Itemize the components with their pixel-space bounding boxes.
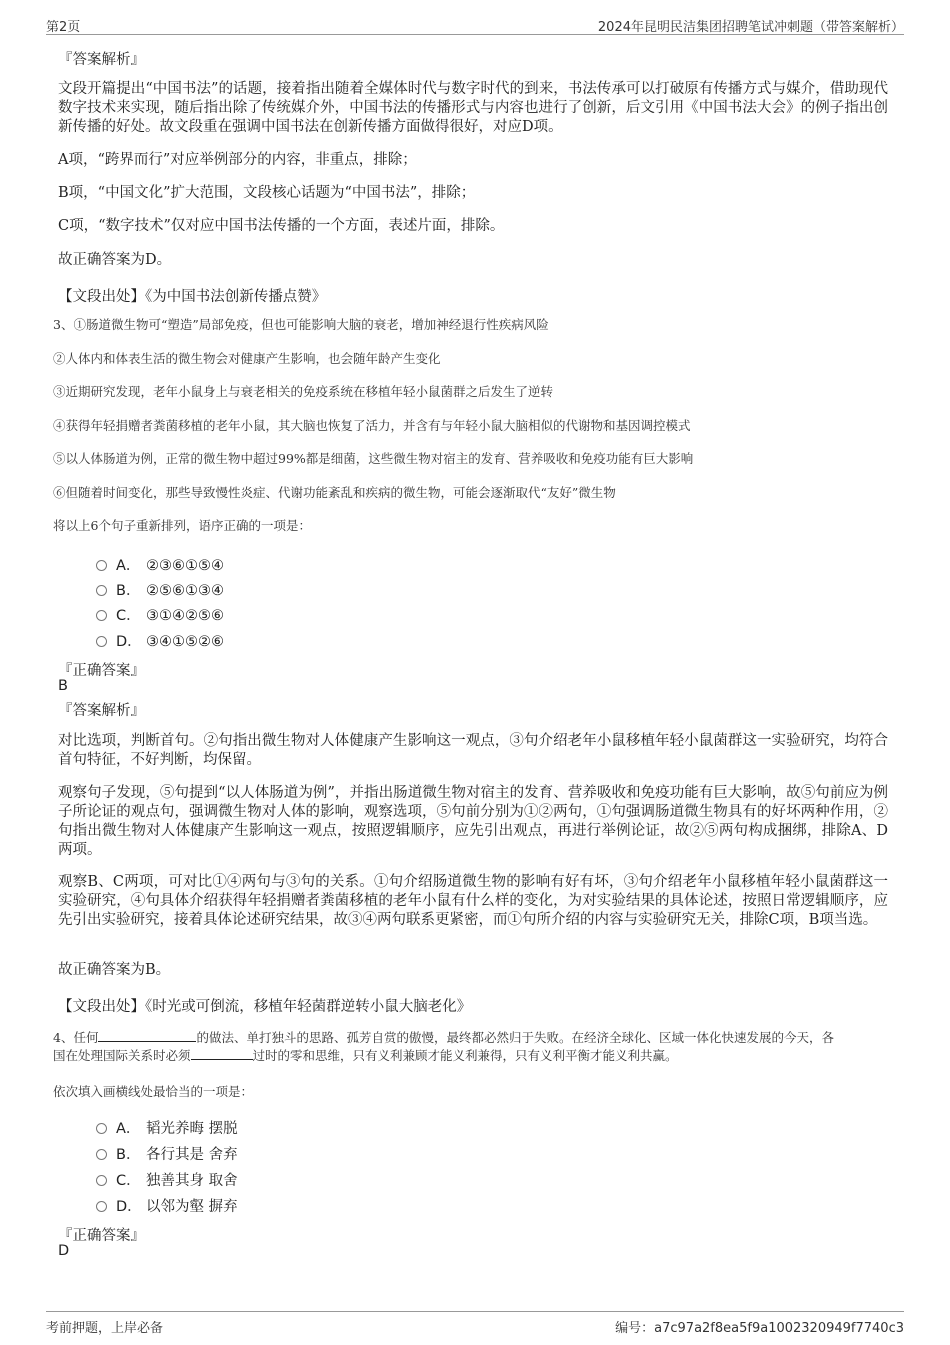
q2-source: 【文段出处】《为中国书法创新传播点赞》 <box>58 289 327 305</box>
q4-prompt: 依次填入画横线处最恰当的一项是： <box>53 1084 254 1099</box>
fill-blank-1 <box>98 1029 196 1042</box>
q3-analysis-paragraph-2: 观察句子发现，⑤句提到“以人体肠道为例”，并指出肠道微生物对宿主的发育、营养吸收和免疫功能有巨大影响，故⑤句前应为例子所论证的观点句，强调微生物对人体的影响，观察选项，⑤句前分别为①②两句，①句强调肠道微生物具有的好坏两种作用，②句指出微生物对人体健康产生影响这一观点，按照逻辑顺序，应先引出观点，再进行举例论证，故②⑤两句构成捆绑，排除A、D两项。 <box>58 785 888 858</box>
q4-answer-label: 『正确答案』 <box>58 1228 145 1244</box>
radio-icon[interactable] <box>96 636 107 647</box>
radio-icon[interactable] <box>96 1149 107 1160</box>
q3-sentence-6: ⑥但随着时间变化，那些导致慢性炎症、代谢功能紊乱和疾病的微生物，可能会逐渐取代“友好”微生物 <box>53 485 616 500</box>
q3-source: 【文段出处】《时光或可倒流，移植年轻菌群逆转小鼠大脑老化》 <box>58 999 472 1015</box>
q4-option-b[interactable]: B． 各行其是 舍弃 <box>96 1143 238 1164</box>
q3-prompt: 将以上6个句子重新排列，语序正确的一项是： <box>53 518 311 533</box>
q2-analysis-paragraph: 文段开篇提出“中国书法”的话题，接着指出随着全媒体时代与数字时代的到来，书法传承可以打破原有传播方式与媒介，借助现代数字技术来实现，随后指出除了传统媒介外，中国书法的传播形式与内容也进行了创新，后文引用《中国书法大会》的例子指出创新传播的好处。故文段重在强调中国书法在创新传播方面做得很好，对应D项。 <box>58 81 888 135</box>
page-footer <box>46 1311 904 1336</box>
q3-analysis-label: 『答案解析』 <box>58 703 145 719</box>
q3-answer-label: 『正确答案』 <box>58 663 145 679</box>
radio-icon[interactable] <box>96 1201 107 1212</box>
q4-answer: D <box>58 1243 70 1259</box>
footer-slogan: 考前押题，上岸必备 <box>46 1321 164 1336</box>
radio-icon[interactable] <box>96 585 107 596</box>
page-number: 第2页 <box>46 20 81 35</box>
q4-option-d[interactable]: D． 以邻为壑 摒弃 <box>96 1195 238 1216</box>
radio-icon[interactable] <box>96 1175 107 1186</box>
page-header <box>46 12 904 35</box>
q2-analysis-label: 『答案解析』 <box>58 52 145 68</box>
q3-option-c[interactable]: C． ③①④②⑤⑥ <box>96 604 224 625</box>
q4-stem-line-2: 国在处理国际关系时必须 过时的零和思维，只有义利兼顾才能义利兼得，只有义利平衡才能义利共赢。 <box>53 1048 678 1063</box>
q3-analysis-paragraph-1: 对比选项，判断首句。②句指出微生物对人体健康产生影响这一观点，③句介绍老年小鼠移植年轻小鼠菌群这一实验研究，均符合首句特征，不好判断，均保留。 <box>58 733 888 768</box>
q3-analysis-paragraph-3: 观察B、C两项，可对比①④两句与③句的关系。①句介绍肠道微生物的影响有好有坏，③句介绍老年小鼠移植年轻小鼠菌群这一实验研究，④句具体介绍获得年轻捐赠者粪菌移植的老年小鼠有什么样的变化，为对实验结果的具体论述，按照日常逻辑顺序，应先引出实验研究，接着具体论述研究结果，故③④两句联系更紧密，而①句所介绍的内容与实验研究无关，排除C项，B项当选。 <box>58 874 888 928</box>
radio-icon[interactable] <box>96 1123 107 1134</box>
q3-sentence-1: 3、①肠道微生物可“塑造”局部免疫，但也可能影响大脑的衰老，增加神经退行性疾病风险 <box>53 317 549 332</box>
radio-icon[interactable] <box>96 610 107 621</box>
q3-option-d[interactable]: D． ③④①⑤②⑥ <box>96 630 224 651</box>
q3-option-a[interactable]: A． ②③⑥①⑤④ <box>96 554 224 575</box>
q3-option-b[interactable]: B． ②⑤⑥①③④ <box>96 579 224 600</box>
q3-answer: B <box>58 678 68 694</box>
document-title: 2024年昆明民洁集团招聘笔试冲刺题（带答案解析） <box>597 20 904 35</box>
q3-sentence-5: ⑤以人体肠道为例，正常的微生物中超过99%都是细菌，这些微生物对宿主的发育、营养吸收和免疫功能有巨大影响 <box>53 451 694 466</box>
q2-analysis-option-a: A项，“跨界而行”对应举例部分的内容，非重点，排除； <box>58 152 417 168</box>
document-code: 编号：a7c97a2f8ea5f9a1002320949f7740c3 <box>615 1321 904 1336</box>
q2-analysis-option-b: B项，“中国文化”扩大范围，文段核心话题为“中国书法”，排除； <box>58 185 476 201</box>
q4-option-c[interactable]: C． 独善其身 取舍 <box>96 1169 238 1190</box>
radio-icon[interactable] <box>96 560 107 571</box>
fill-blank-2 <box>191 1047 253 1060</box>
q2-analysis-option-c: C项，“数字技术”仅对应中国书法传播的一个方面，表述片面，排除。 <box>58 218 505 234</box>
q3-sentence-3: ③近期研究发现，老年小鼠身上与衰老相关的免疫系统在移植年轻小鼠菌群之后发生了逆转 <box>53 384 554 399</box>
q2-conclusion: 故正确答案为D。 <box>58 252 172 268</box>
q4-stem-line-1: 4、任何 的做法、单打独斗的思路、孤芳自赏的傲慢，最终都必然归于失败。在经济全球化、区域一体化快速发展的今天，各 <box>53 1030 834 1045</box>
q4-option-a[interactable]: A． 韬光养晦 摆脱 <box>96 1117 238 1138</box>
q3-conclusion: 故正确答案为B。 <box>58 962 171 978</box>
q3-sentence-4: ④获得年轻捐赠者粪菌移植的老年小鼠，其大脑也恢复了活力，并含有与年轻小鼠大脑相似的代谢物和基因调控模式 <box>53 418 691 433</box>
q3-sentence-2: ②人体内和体表生活的微生物会对健康产生影响，也会随年龄产生变化 <box>53 351 441 366</box>
